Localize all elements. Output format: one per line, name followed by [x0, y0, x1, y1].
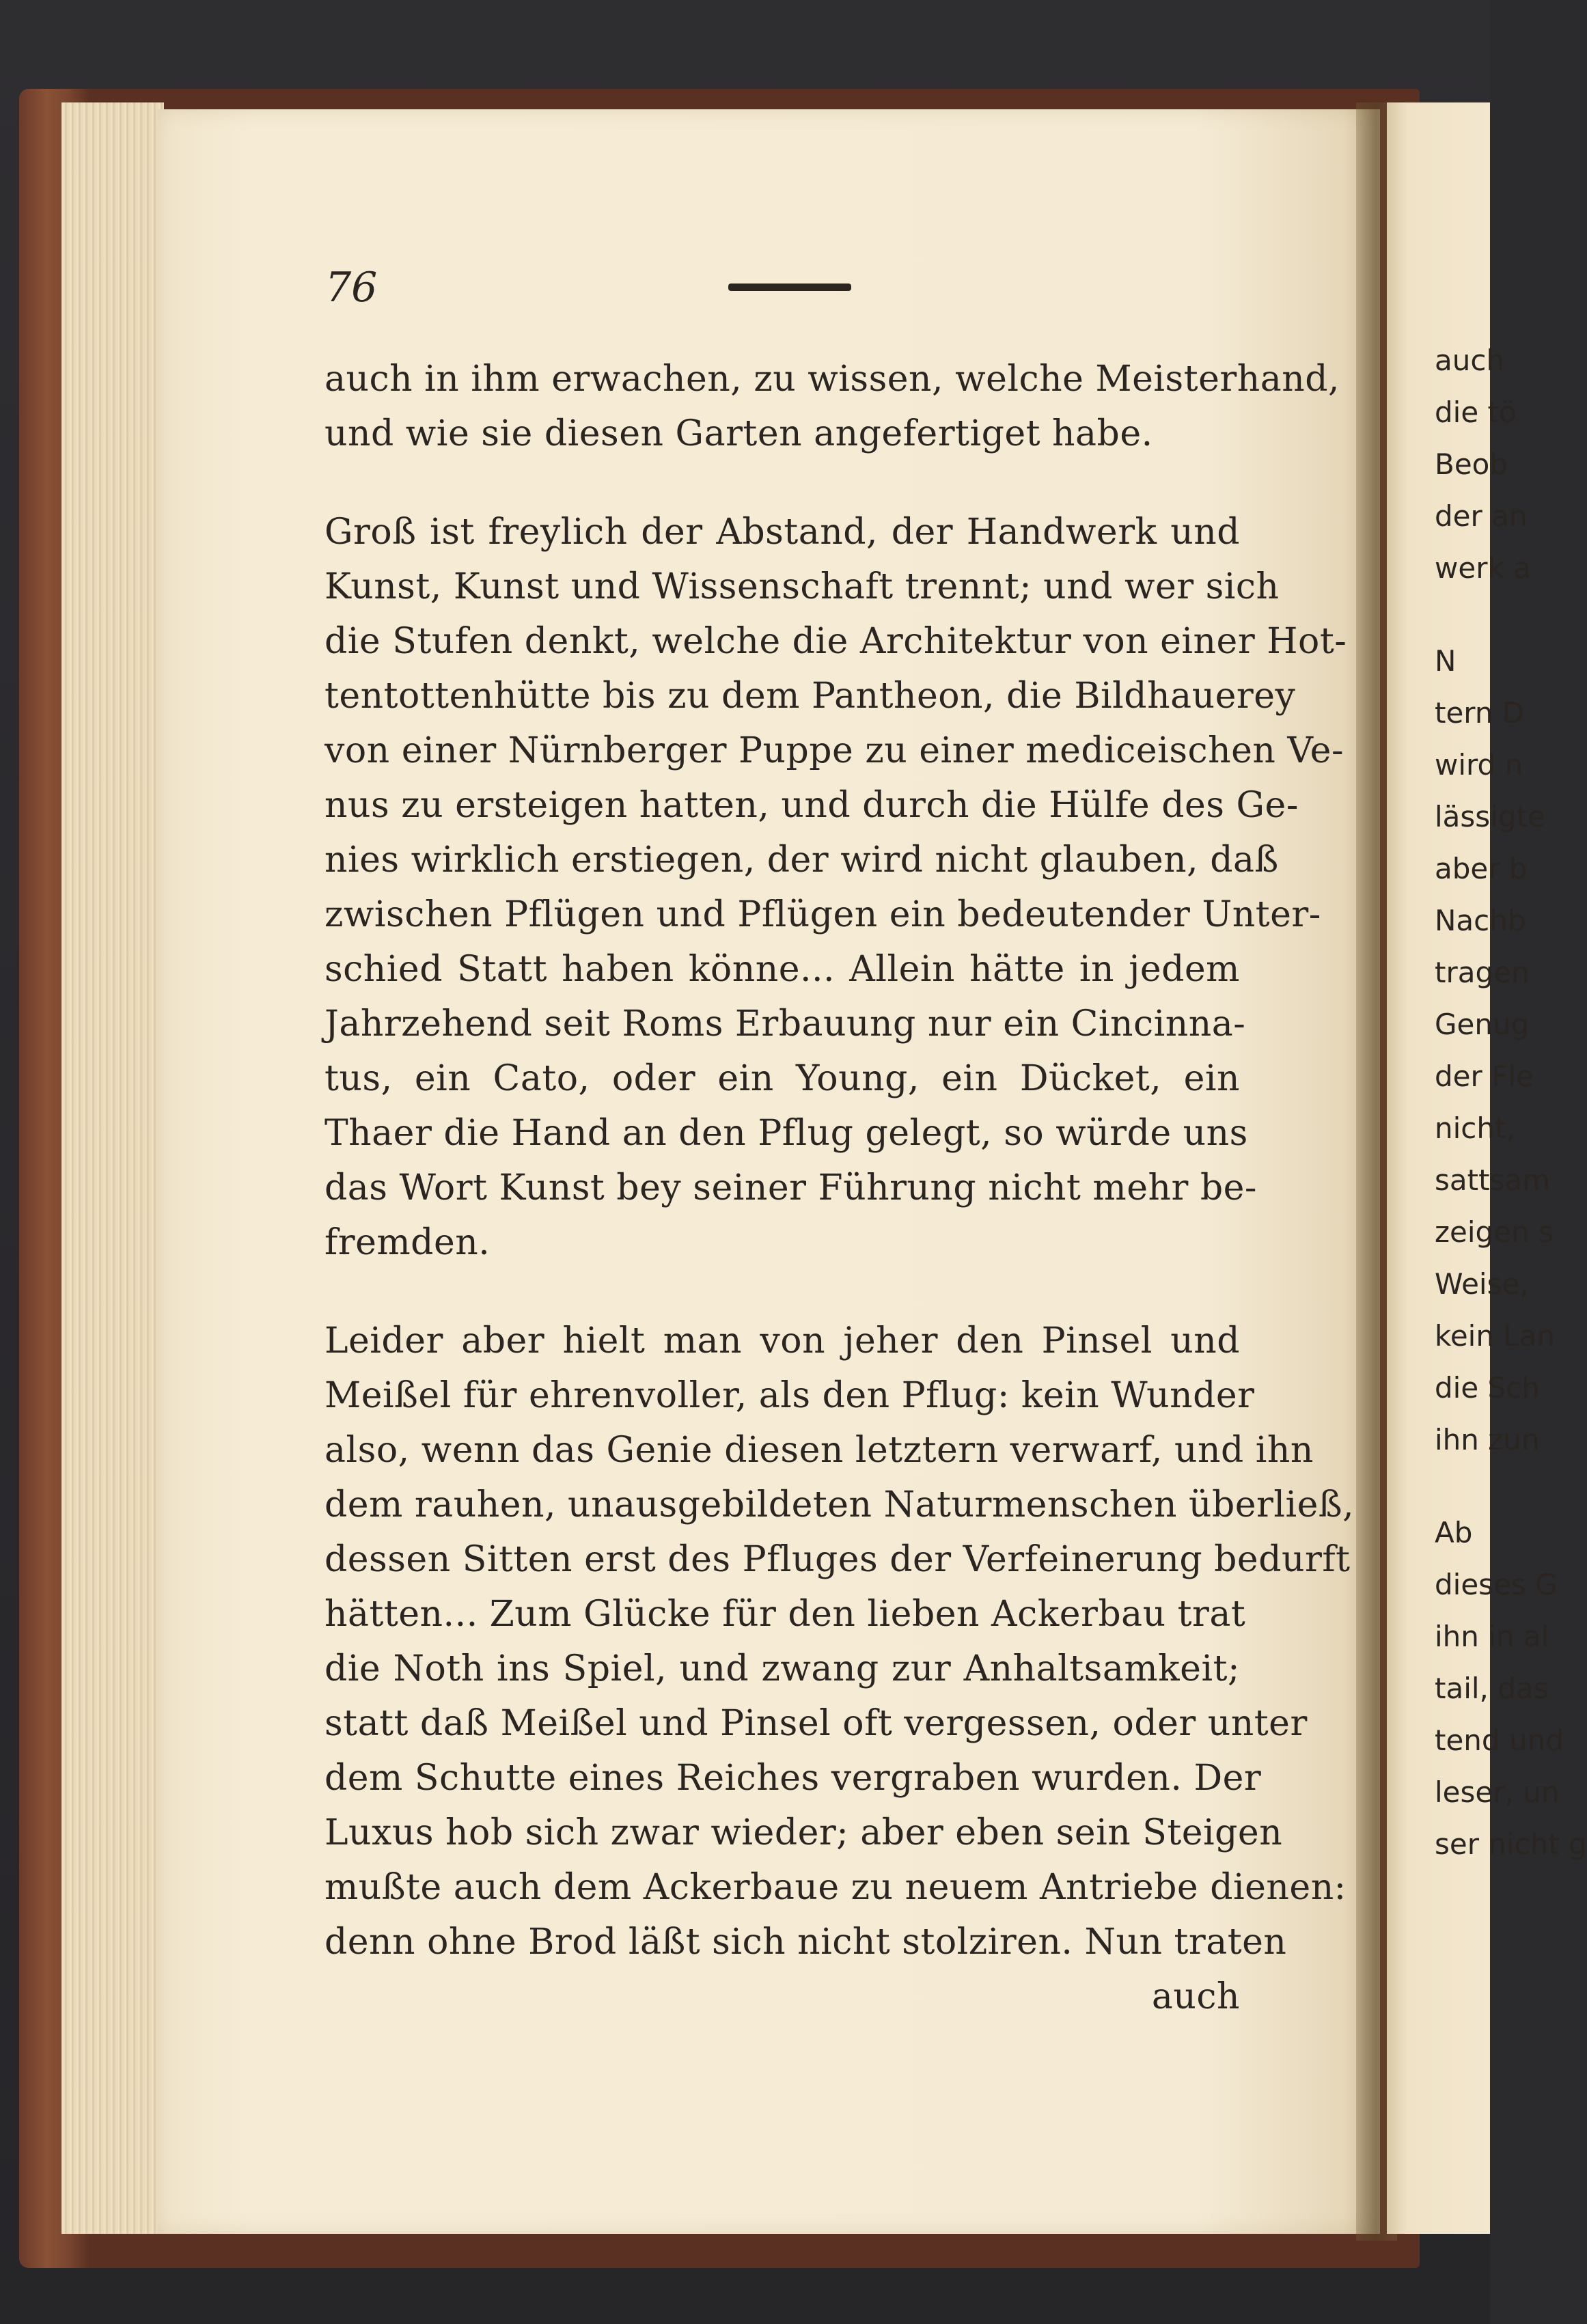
text-line: tus, ein Cato, oder ein Young, ein Dücket, ein [325, 1058, 1240, 1099]
text-line: schied Statt haben könne... Allein hätte in jedem [325, 949, 1240, 990]
stacked-page-edges [61, 102, 164, 2234]
text-line: Meißel für ehrenvoller, als den Pflug: kein Wunder [325, 1375, 1255, 1416]
facing-page-text [1435, 335, 1587, 1870]
paragraph-gap [325, 1270, 1240, 1314]
facing-text-fragment: ser nicht g [1435, 1827, 1587, 1861]
text-line: Thaer die Hand an den Pflug gelegt, so würde uns [325, 1113, 1248, 1154]
facing-text-fragment: die tö [1435, 396, 1517, 429]
page-number: 76 [325, 264, 378, 312]
text-line: auch in ihm erwachen, zu wissen, welche Meisterhand, [325, 359, 1340, 400]
text-line: nus zu ersteigen hatten, und durch die Hülfe des Ge- [325, 785, 1299, 826]
body-text [325, 352, 1355, 2024]
facing-text-fragment: werk a [1435, 551, 1531, 585]
facing-text-fragment: dieses G [1435, 1568, 1558, 1601]
catchword: auch [1151, 1976, 1240, 2017]
text-line: Groß ist freylich der Abstand, der Handwerk und [325, 512, 1240, 553]
facing-text-fragment: der Fle [1435, 1060, 1534, 1093]
facing-text-fragment: tail, das [1435, 1672, 1549, 1705]
text-line: statt daß Meißel und Pinsel oft vergessen, oder unter [325, 1703, 1308, 1744]
facing-text-fragment: Genug [1435, 1008, 1530, 1041]
facing-text-fragment: wird n [1435, 748, 1523, 781]
facing-text-fragment: N [1435, 644, 1457, 678]
text-line: Jahrzehend seit Roms Erbauung nur ein Cincinna- [325, 1004, 1246, 1045]
facing-text-fragment: tern D [1435, 696, 1525, 730]
facing-text-fragment: nicht, [1435, 1111, 1515, 1145]
text-line: von einer Nürnberger Puppe zu einer mediceischen Ve- [325, 730, 1344, 771]
text-line: nies wirklich erstiegen, der wird nicht glauben, daß [325, 840, 1279, 881]
text-line: fremden. [325, 1222, 491, 1263]
text-line: also, wenn das Genie diesen letztern verwarf, und ihn [325, 1430, 1314, 1471]
paragraph-gap [1435, 1466, 1490, 1507]
text-line: zwischen Pflügen und Pflügen ein bedeutender Unter- [325, 894, 1321, 935]
facing-text-fragment: auch [1435, 344, 1505, 377]
paragraph-gap [1435, 594, 1490, 635]
facing-text-fragment: zeigen s [1435, 1215, 1554, 1249]
facing-text-fragment: Ab [1435, 1516, 1473, 1549]
facing-text-fragment: tend und [1435, 1724, 1564, 1757]
facing-text-fragment: ihn in al [1435, 1620, 1549, 1653]
facing-text-fragment: Weise, [1435, 1267, 1529, 1301]
text-line: denn ohne Brod läßt sich nicht stolziren. Nun traten [325, 1922, 1287, 1963]
facing-text-fragment: tragen [1435, 956, 1530, 989]
facing-text-fragment: Nachb [1435, 904, 1526, 937]
text-line: die Stufen denkt, welche die Architektur von einer Hot- [325, 621, 1347, 662]
facing-text-fragment: sattsam [1435, 1163, 1551, 1197]
facing-text-fragment: Beob [1435, 447, 1508, 481]
text-line: die Noth ins Spiel, und zwang zur Anhaltsamkeit; [325, 1648, 1240, 1689]
facing-text-fragment: kein Lan [1435, 1319, 1556, 1353]
text-line: hätten... Zum Glücke für den lieben Ackerbau trat [325, 1594, 1246, 1635]
facing-text-fragment: leser, un [1435, 1775, 1560, 1809]
facing-text-fragment: lässigte [1435, 800, 1545, 833]
text-line: dessen Sitten erst des Pfluges der Verfeinerung bedurft [325, 1539, 1351, 1580]
text-line: das Wort Kunst bey seiner Führung nicht mehr be- [325, 1167, 1257, 1208]
paragraph-gap [325, 461, 1240, 505]
header-rule [728, 283, 851, 291]
text-line: Leider aber hielt man von jeher den Pinsel und [325, 1320, 1240, 1361]
facing-text-fragment: ihn zun [1435, 1423, 1540, 1456]
text-line: und wie sie diesen Garten angefertiget habe. [325, 413, 1153, 454]
text-line: mußte auch dem Ackerbaue zu neuem Antriebe dienen: [325, 1867, 1347, 1908]
text-line: dem Schutte eines Reiches vergraben wurden. Der [325, 1758, 1262, 1799]
facing-text-fragment: die Sch [1435, 1371, 1540, 1405]
text-line: Luxus hob sich zwar wieder; aber eben sein Steigen [325, 1812, 1283, 1853]
facing-text-fragment: der an [1435, 499, 1528, 533]
text-line: tentottenhütte bis zu dem Pantheon, die Bildhauerey [325, 676, 1296, 717]
facing-text-fragment: aber b [1435, 852, 1528, 885]
text-line: Kunst, Kunst und Wissenschaft trennt; und wer sich [325, 566, 1280, 607]
text-line: dem rauhen, unausgebildeten Naturmenschen überließ, [325, 1484, 1355, 1525]
